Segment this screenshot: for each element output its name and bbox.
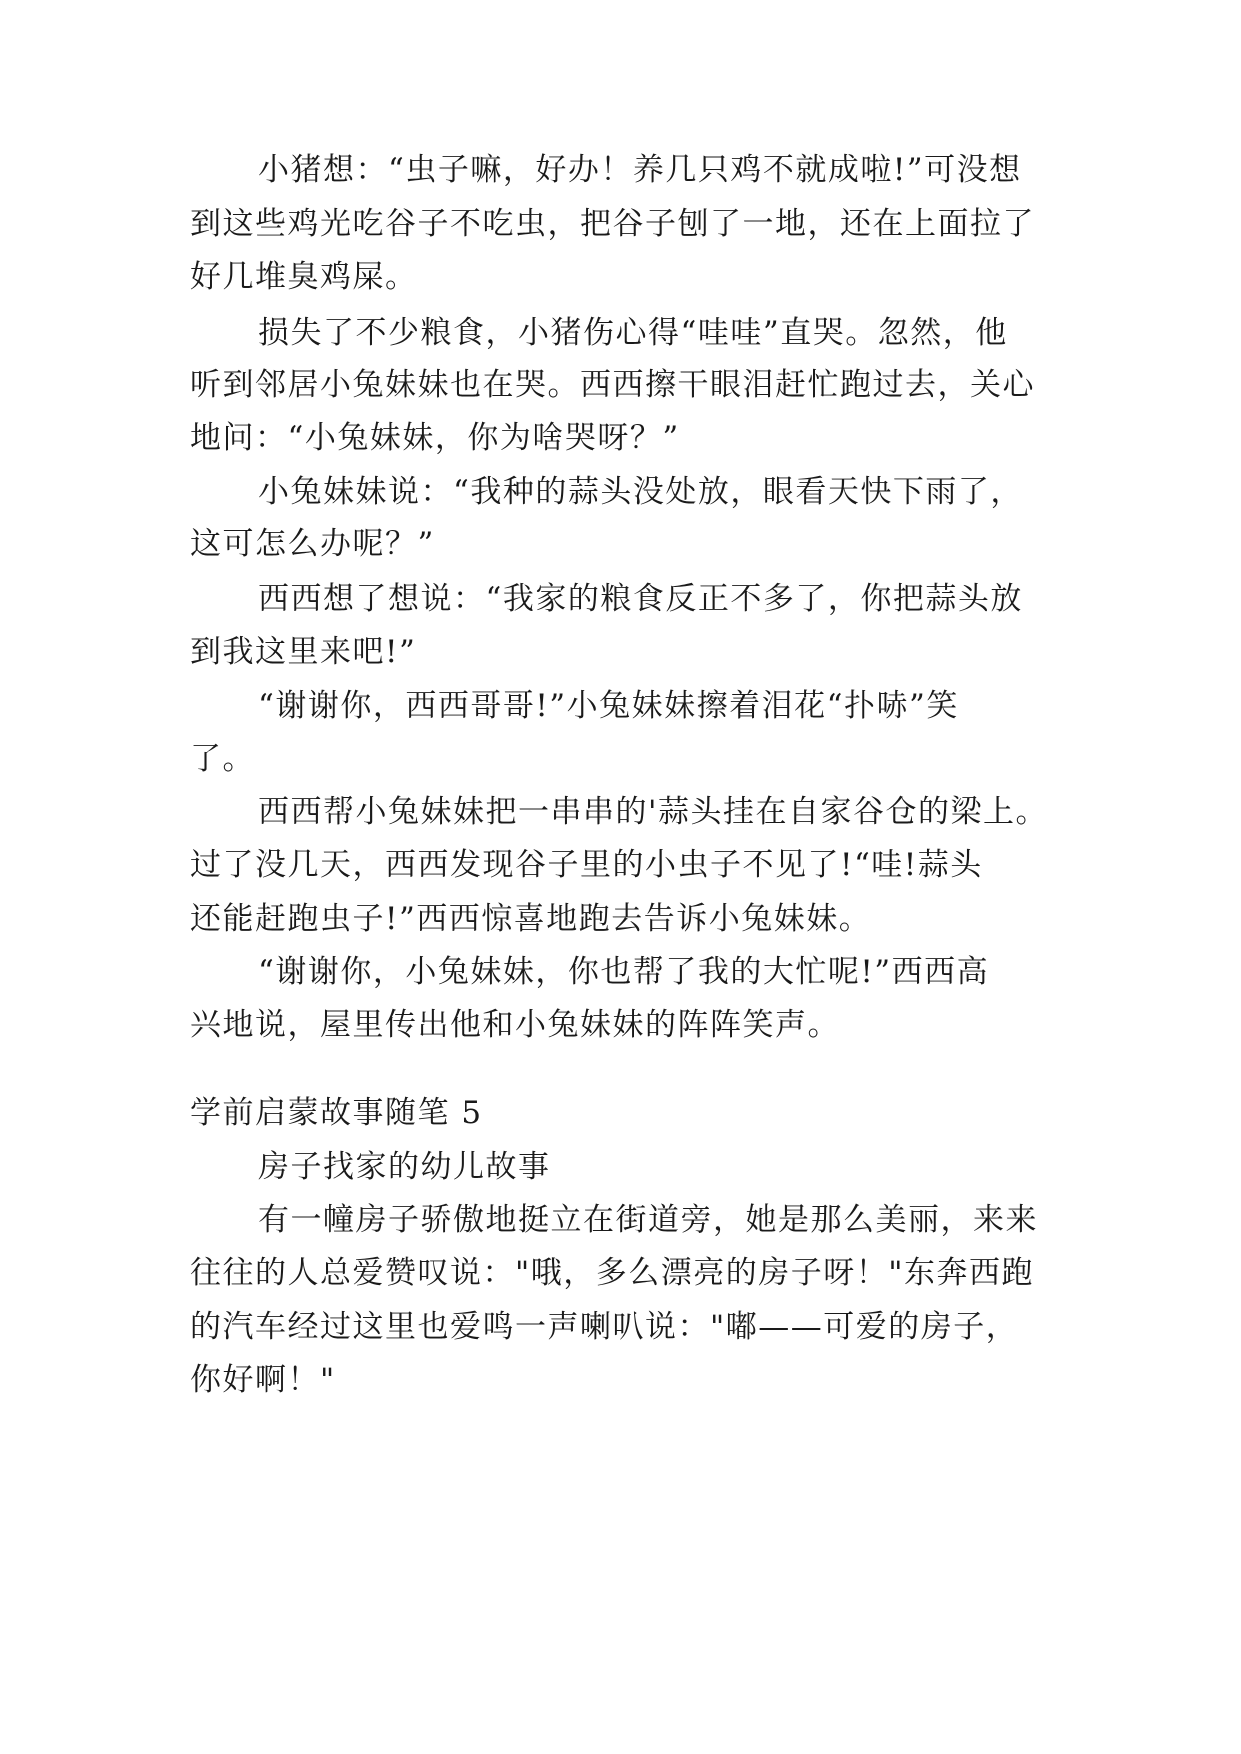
paragraph-line: 过了没几天，西西发现谷子里的小虫子不见了!“哇!蒜头 <box>190 847 983 883</box>
paragraph-line: 小兔妹妹说：“我种的蒜头没处放，眼看天快下雨了， <box>258 474 1023 510</box>
paragraph-line: 兴地说，屋里传出他和小兔妹妹的阵阵笑声。 <box>190 1007 840 1043</box>
paragraph-line: “谢谢你，小兔妹妹，你也帮了我的大忙呢!”西西高 <box>258 954 990 990</box>
paragraph-line: “谢谢你，西西哥哥!”小兔妹妹擦着泪花“扑哧”笑 <box>258 688 959 724</box>
paragraph-line: 听到邻居小兔妹妹也在哭。西西擦干眼泪赶忙跑过去，关心 <box>190 367 1035 403</box>
story-title: 房子找家的幼儿故事 <box>258 1149 551 1185</box>
paragraph-line: 往往的人总爱赞叹说："哦，多么漂亮的房子呀！"东奔西跑 <box>190 1255 1035 1291</box>
paragraph-line: 到这些鸡光吃谷子不吃虫，把谷子刨了一地，还在上面拉了 <box>190 206 1035 242</box>
paragraph-line: 这可怎么办呢？” <box>190 526 435 562</box>
paragraph-line: 小猪想：“虫子嘛，好办！养几只鸡不就成啦!”可没想 <box>258 152 1022 188</box>
paragraph-line: 西西帮小兔妹妹把一串串的'蒜头挂在自家谷仓的梁上。 <box>258 794 1049 830</box>
paragraph-line: 了。 <box>190 741 255 777</box>
paragraph-line: 损失了不少粮食，小猪伤心得“哇哇”直哭。忽然，他 <box>258 315 1008 351</box>
paragraph-line: 好几堆臭鸡屎。 <box>190 259 418 295</box>
section-title: 学前启蒙故事随笔 5 <box>190 1095 483 1131</box>
paragraph-line: 的汽车经过这里也爱鸣一声喇叭说："嘟——可爱的房子， <box>190 1309 1019 1345</box>
paragraph-line: 到我这里来吧!” <box>190 634 417 670</box>
paragraph-line: 还能赶跑虫子!”西西惊喜地跑去告诉小兔妹妹。 <box>190 901 872 937</box>
paragraph-line: 有一幢房子骄傲地挺立在街道旁，她是那么美丽，来来 <box>258 1202 1038 1238</box>
paragraph-line: 西西想了想说：“我家的粮食反正不多了，你把蒜头放 <box>258 581 1023 617</box>
paragraph-line: 地问：“小兔妹妹，你为啥哭呀？” <box>190 420 680 456</box>
paragraph-line: 你好啊！" <box>190 1362 336 1398</box>
